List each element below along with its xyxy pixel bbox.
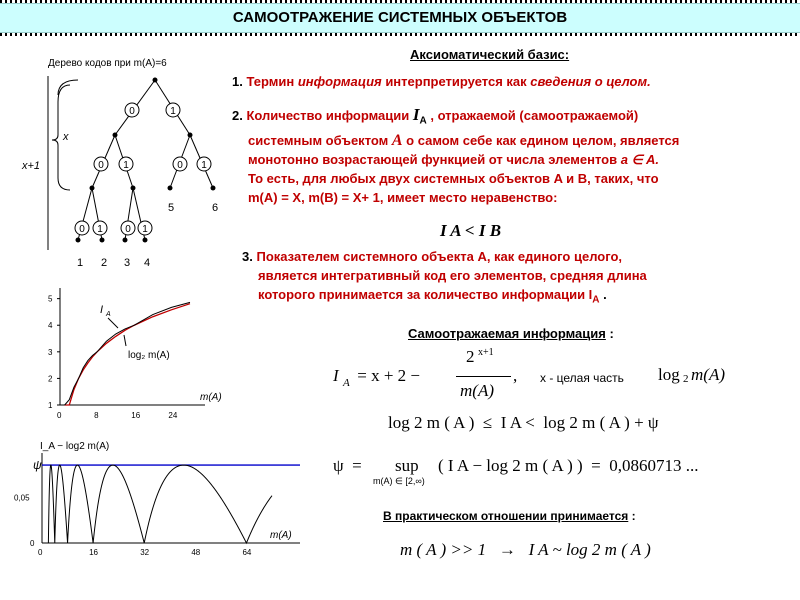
code-tree-diagram xyxy=(0,40,240,270)
axiom-3: 3. Показателем системного объекта A, как единого целого, является интегративный код его элементов, средняя длина которого принимается за количество информации $I_A$ . xyxy=(242,249,647,306)
approx-formula: m ( A ) >> 1 → I A ~ log 2 m ( A ) xyxy=(400,540,651,559)
x-tick-label: 8 xyxy=(94,411,99,420)
y-tick-label: 1 xyxy=(48,401,53,410)
x-tick-label: 64 xyxy=(242,548,252,557)
tree-leaf-label: 1 xyxy=(76,257,84,269)
tree-leaf-label: 4 xyxy=(143,257,151,269)
tree-bit: 0 xyxy=(129,106,135,117)
y-tick-label: 0 xyxy=(30,539,35,548)
x-tick-label: 0 xyxy=(38,548,43,557)
psi-label: ψ xyxy=(33,458,42,473)
difference-curve xyxy=(48,465,272,543)
axiom-1: 1. Термин информация интерпретируется как сведения о целом. xyxy=(232,74,651,89)
axioms-heading: Аксиоматический базис: xyxy=(410,47,570,62)
y-tick-label: 5 xyxy=(48,294,53,304)
page-title: САМООТРАЖЕНИЕ СИСТЕМНЫХ ОБЪЕКТОВ xyxy=(0,3,800,33)
x-tick-label: 32 xyxy=(140,548,150,557)
ia-minus-log-chart xyxy=(0,435,305,560)
tree-bit: 0 xyxy=(177,160,183,171)
tree-bit: 0 xyxy=(98,160,104,171)
psi-formula: ψ = sup m(A) ∈ [2,∞) ( I A − log 2 m ( A ) ) = 0,0860713 ... xyxy=(333,456,699,486)
y-tick-label: 0,05 xyxy=(14,493,30,503)
series-label: log₂ m(A) xyxy=(128,350,170,361)
ia-vs-log-chart xyxy=(0,280,240,430)
axiom-2: 2. Количество информации $I_A$ , отражаемой (самоотражаемой) системным объектом A о самом себе как едином целом, является монотонно возрастающей функцией от числа элементов a ∈ A. То есть, для любых двух системных объектов A и B, таких, что m(A) = X, m(B) = X+ 1, имеет место неравенство: xyxy=(232,105,680,205)
ia-formula: I A = x + 2 − 2 x+1 m(A) , x - целая часть log 2 m(A) xyxy=(333,347,725,400)
y-tick-label: 2 xyxy=(48,374,53,384)
chart-title: I_A − log2 m(A) xyxy=(40,441,110,452)
x-tick-label: 0 xyxy=(57,411,62,420)
x-tick-label: 24 xyxy=(168,411,178,420)
tree-caption: Дерево кодов при m(A)=6 xyxy=(48,58,167,69)
x-axis-label: m(A) xyxy=(200,392,222,403)
leader-line xyxy=(108,318,118,328)
bounds-formula: log 2 m ( A ) ≤ I A < log 2 m ( A ) + ψ xyxy=(388,413,659,432)
series-label-sub: A xyxy=(106,311,111,318)
tree-leaf-label: 2 xyxy=(100,257,108,269)
tree-bit: 1 xyxy=(123,160,129,171)
tree-bit: 0 xyxy=(125,224,131,235)
self-info-heading: Самоотражаемая информация : xyxy=(408,326,614,341)
inequality: I A < I B xyxy=(440,221,502,240)
tree-x1-label: x+1 xyxy=(22,160,41,172)
tree-bit: 1 xyxy=(170,106,176,117)
x-axis-label: m(A) xyxy=(270,530,292,541)
y-tick-label: 3 xyxy=(48,347,53,357)
leader-line xyxy=(124,335,126,346)
practical-heading: В практическом отношении принимается : xyxy=(383,509,636,523)
x-tick-label: 48 xyxy=(191,548,201,557)
y-tick-label: 4 xyxy=(48,321,53,331)
tree-x-label: x xyxy=(63,131,69,143)
tree-bit: 0 xyxy=(79,224,85,235)
tree-bit: 1 xyxy=(142,224,148,235)
x-tick-label: 16 xyxy=(131,411,141,420)
x-tick-label: 16 xyxy=(89,548,99,557)
tree-bit: 1 xyxy=(97,224,103,235)
tree-bit: 1 xyxy=(201,160,207,171)
series-label: I xyxy=(100,304,104,316)
tree-leaf-label: 3 xyxy=(123,257,131,269)
tree-leaf-label: 6 xyxy=(211,202,219,214)
tree-leaf-label: 5 xyxy=(167,202,175,214)
